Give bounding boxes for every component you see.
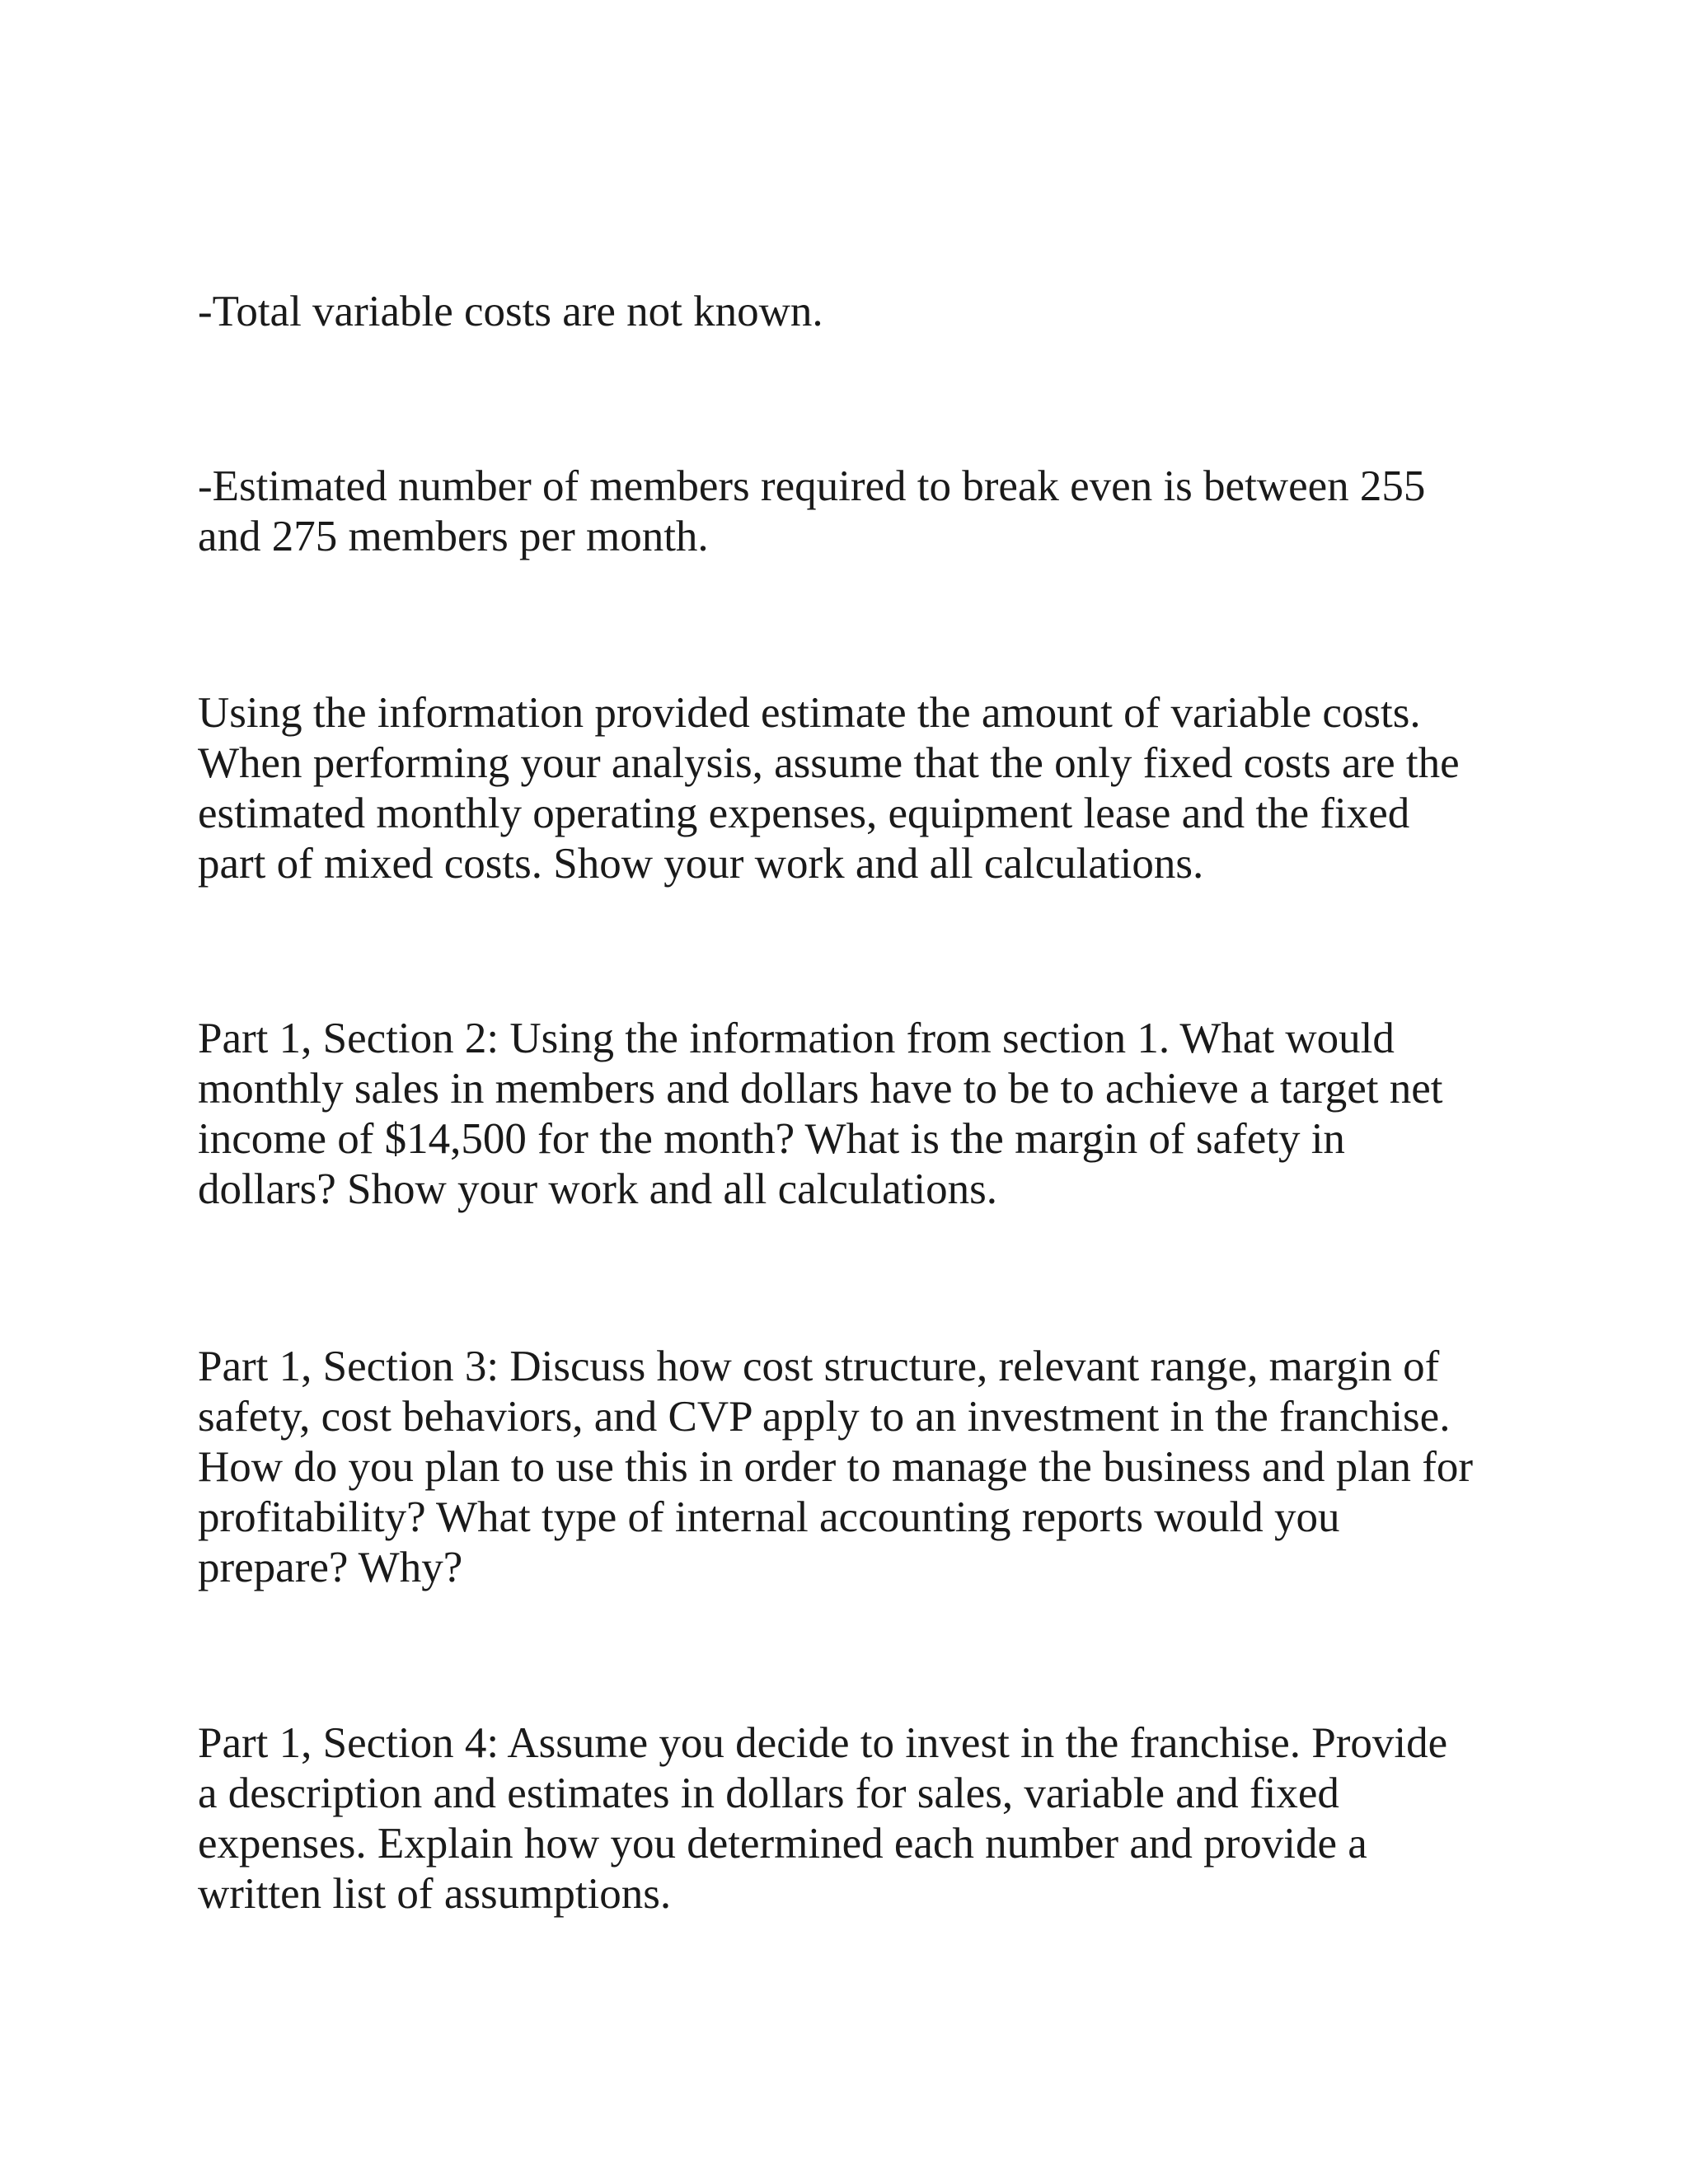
text-line: How do you plan to use this in order to manage the business and plan for (198, 1443, 1474, 1491)
text-line: expenses. Explain how you determined each number and provide a (198, 1820, 1367, 1868)
section-4-question (198, 1718, 1447, 1919)
text-line: written list of assumptions. (198, 1870, 672, 1918)
text-line: part of mixed costs. Show your work and all calculations. (198, 840, 1204, 888)
text-line: When performing your analysis, assume that the only fixed costs are the (198, 739, 1460, 787)
note-break-even-members (198, 462, 1425, 562)
text-line: and 275 members per month. (198, 513, 709, 560)
text-line: a description and estimates in dollars for sales, variable and fixed (198, 1769, 1339, 1817)
text-line: prepare? Why? (198, 1544, 463, 1591)
text-line: Part 1, Section 2: Using the information from section 1. What would (198, 1015, 1395, 1062)
text-line: income of $14,500 for the month? What is the margin of safety in (198, 1115, 1345, 1163)
text-line: -Estimated number of members required to break even is between 255 (198, 462, 1426, 510)
text-line: Part 1, Section 3: Discuss how cost structure, relevant range, margin of (198, 1343, 1440, 1390)
text-line: profitability? What type of internal accounting reports would you (198, 1493, 1340, 1541)
section-2-question (198, 1014, 1443, 1215)
text-line: monthly sales in members and dollars have to be to achieve a target net (198, 1065, 1443, 1113)
section-3-question (198, 1342, 1473, 1593)
text-line: Part 1, Section 4: Assume you decide to invest in the franchise. Provide (198, 1719, 1448, 1767)
text-line: dollars? Show your work and all calculations. (198, 1165, 997, 1213)
text-line: Using the information provided estimate the amount of variable costs. (198, 689, 1421, 737)
text-line: safety, cost behaviors, and CVP apply to an investment in the franchise. (198, 1393, 1451, 1441)
text-line: -Total variable costs are not known. (198, 288, 823, 335)
note-variable-costs (198, 287, 823, 337)
text-line: estimated monthly operating expenses, equipment lease and the fixed (198, 790, 1410, 837)
section-1-question (198, 688, 1460, 889)
